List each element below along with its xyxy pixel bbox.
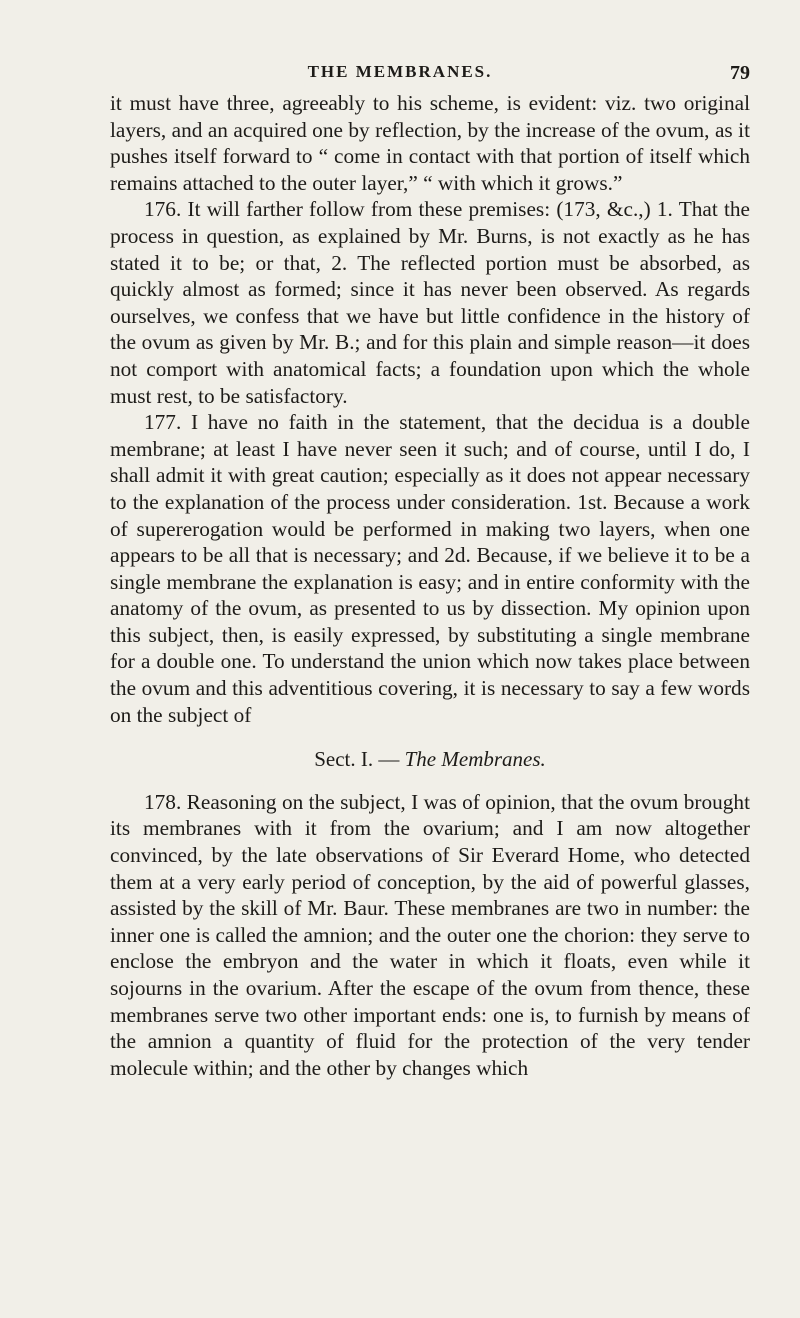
body-text <box>110 90 750 1081</box>
section-title: The Membranes. <box>404 747 546 772</box>
paragraph-continuation: it must have three, agreeably to his scheme, is evident: viz. two original layers, and an acquired one by reflection, by the increase of the ovum, as it pushes itself forward to “ come in contact with that portion of itself which remains attached to the outer layer,” “ with which it grows.” <box>110 91 750 195</box>
paragraph-177: 177. I have no faith in the statement, that the decidua is a double membrane; at least I have never seen it such; and of course, until I do, I shall admit it with great caution; especially as it does not appear necessary to the explanation of the process under consideration. 1st. Because a work of supererogation would be performed in making two layers, when one appears to be all that is necessary; and 2d. Because, if we believe it to be a single membrane the explanation is easy; and in entire conformity with the anatomy of the ovum, as presented to us by dissection. My opinion upon this subject, then, is easily expressed, by substituting a single membrane for a double one. To understand the union which now takes place between the ovum and this adventitious covering, it is necessary to say a few words on the subject of <box>110 410 750 727</box>
page-number: 79 <box>730 62 750 84</box>
paragraph-176: 176. It will farther follow from these premises: (173, &c.,) 1. That the process in question, as explained by Mr. Burns, is not exactly as he has stated it to be; or that, 2. The reflected portion must be absorbed, as quickly almost as formed; since it has never been observed. As regards ourselves, we confess that we have but little confidence in the history of the ovum as given by Mr. B.; and for this plain and simple reason—it does not comport with anatomical facts; a foundation upon which the whole must rest, to be satisfactory. <box>110 197 750 408</box>
running-title: THE MEMBRANES. <box>307 62 493 81</box>
paragraph-178: 178. Reasoning on the subject, I was of opinion, that the ovum brought its membranes with it from the ovarium; and I am now altogether convinced, by the late observations of Sir Everard Home, who detected them at a very early period of conception, by the aid of powerful glasses, assisted by the skill of Mr. Baur. These membranes are two in number: the inner one is called the amnion; and the outer one the chorion: they serve to enclose the embryon and the water in which it floats, even while it sojourns in the ovarium. After the escape of the ovum from thence, these membranes serve two other important ends: one is, to furnish by means of the amnion a quantity of fluid for the protection of the very tender molecule within; and the other by changes which <box>110 789 750 1080</box>
section-heading <box>110 746 750 773</box>
page-header <box>110 62 750 86</box>
section-label: Sect. I. — <box>314 747 405 772</box>
